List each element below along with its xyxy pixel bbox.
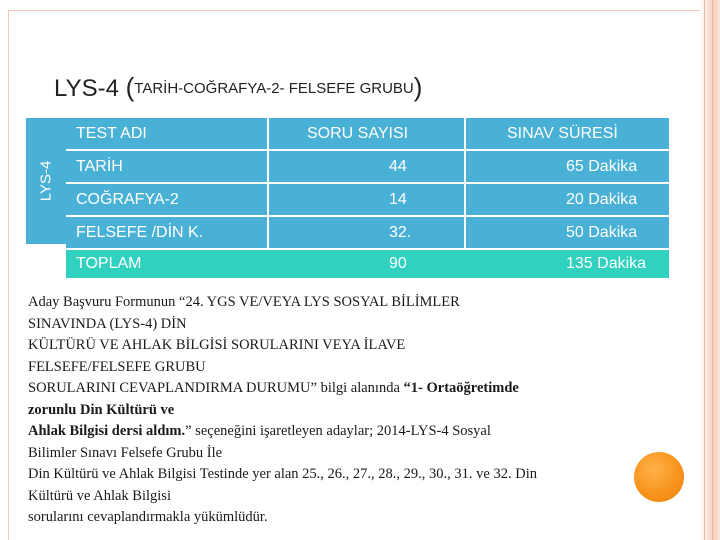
row-test-name: COĞRAFYA-2 (66, 184, 269, 215)
paragraph-bold-text: Ahlak Bilgisi dersi aldım. (28, 423, 186, 439)
paragraph-line: Din Kültürü ve Ahlak Bilgisi Testinde yer alan 25., 26., 27., 28., 29., 30., 31. ve 32. Din (28, 466, 537, 482)
table-grid (66, 118, 669, 272)
title-open-paren: ( (125, 72, 135, 102)
header-question-count: SORU SAYISI (269, 118, 466, 149)
orange-circle-decoration (634, 452, 684, 502)
row-test-name: TARİH (66, 151, 269, 182)
frame-left-line (8, 10, 9, 540)
total-duration: 135 Dakika (566, 255, 647, 272)
paragraph-line: Kültürü ve Ahlak Bilgisi (28, 487, 171, 504)
paragraph-text: SORULARINI CEVAPLANDIRMA DURUMU” bilgi alanında (28, 380, 404, 396)
row-test-name: FELSEFE /DİN K. (66, 217, 269, 248)
paragraph-line: Bilimler Sınavı Felsefe Grubu İle (28, 444, 223, 461)
paragraph-line: sorularını cevaplandırmakla yükümlüdür. (28, 509, 268, 525)
title-main: LYS-4 (54, 75, 126, 102)
table-header-row (66, 118, 669, 151)
table-total-row (66, 250, 669, 278)
header-exam-duration: SINAV SÜRESİ (507, 124, 618, 142)
row-duration: 20 Dakika (566, 190, 638, 208)
row-question-count: 32. (269, 217, 466, 248)
paragraph-line (28, 378, 668, 400)
title-close-paren: ) (413, 72, 423, 102)
frame-top-line (8, 10, 708, 11)
title-subtitle: TARİH-COĞRAFYA-2- FELSEFE GRUBU (134, 80, 414, 97)
paragraph-line (28, 400, 668, 422)
table-row (66, 184, 669, 217)
body-paragraph (28, 292, 668, 529)
header-test-name: TEST ADI (66, 118, 269, 149)
paragraph-line: SINAVINDA (LYS-4) DİN (28, 315, 187, 332)
paragraph-text: ” seçeneğini işaretleyen adaylar; 2014-LYS-4 Sosyal (185, 423, 491, 439)
paragraph-line: FELSEFE/FELSEFE GRUBU (28, 358, 206, 375)
row-duration: 50 Dakika (566, 223, 638, 241)
row-duration: 65 Dakika (566, 157, 638, 175)
right-decorative-stripe (700, 0, 720, 540)
total-question-count: 90 (389, 255, 407, 272)
paragraph-bold-text: zorunlu Din Kültürü ve (28, 401, 175, 418)
table-row (66, 217, 669, 250)
paragraph-bold-text: “1- Ortaöğretimde (403, 380, 519, 396)
side-label-text: LYS-4 (37, 160, 55, 202)
paragraph-line (28, 421, 668, 443)
row-question-count: 44 (269, 151, 466, 182)
paragraph-line: Aday Başvuru Formunun “24. YGS VE/VEYA LYS SOSYAL BİLİMLER (28, 294, 460, 310)
table-row (66, 151, 669, 184)
exam-table (26, 118, 669, 272)
row-question-count: 14 (269, 184, 466, 215)
slide-title (54, 72, 422, 103)
total-label: TOPLAM (76, 255, 142, 272)
paragraph-line: KÜLTÜRÜ VE AHLAK BİLGİSİ SORULARINI VEYA İLAVE (28, 337, 406, 353)
table-side-label (26, 118, 66, 244)
